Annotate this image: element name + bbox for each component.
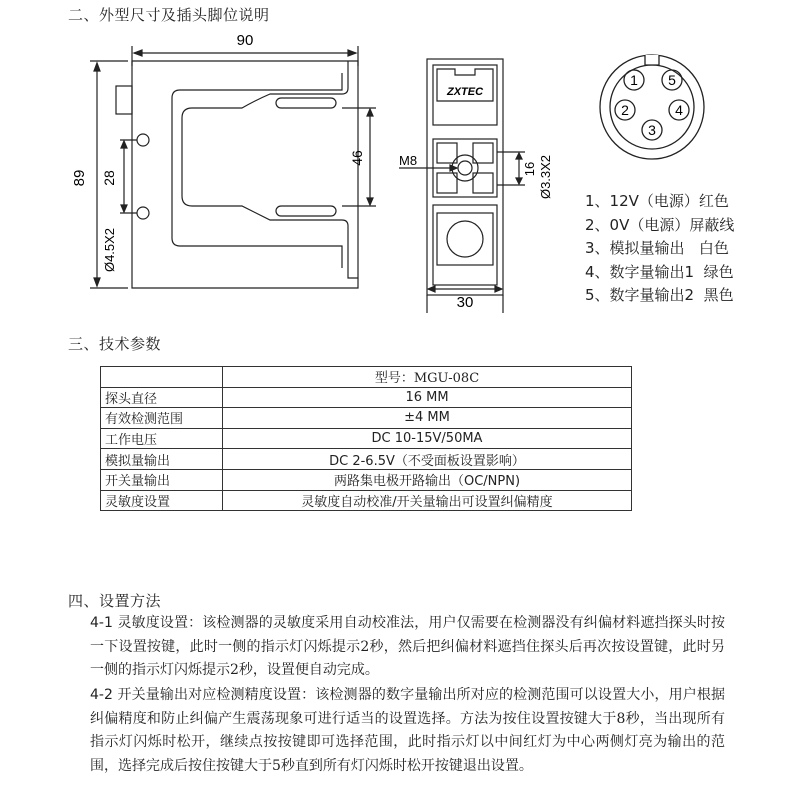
pin-3: 3 xyxy=(648,122,656,138)
dim-hole-label: Ø4.5X2 xyxy=(102,227,117,273)
setup-paragraph-precision xyxy=(90,684,725,778)
thread-label: M8 xyxy=(399,153,418,168)
section-heading-specs: 三、技术参数 xyxy=(68,335,162,353)
front-view-drawing xyxy=(395,55,565,317)
spec-key: 开关量输出 xyxy=(101,469,223,490)
spec-value: 两路集电极开路输出（OC/NPN) xyxy=(223,469,632,490)
table-row xyxy=(101,387,632,408)
table-cell xyxy=(101,367,223,388)
model-cell: 型号：MGU-08C xyxy=(223,367,632,388)
table-row xyxy=(101,490,632,511)
section-heading-setup: 四、设置方法 xyxy=(68,592,162,610)
section-heading-dimensions: 二、外型尺寸及插头脚位说明 xyxy=(68,6,270,24)
dim-height-89: 89 xyxy=(71,169,88,187)
pin-legend-1: 1、12V（电源）红色 xyxy=(585,192,729,210)
pin-5: 5 xyxy=(668,72,676,88)
table-row xyxy=(101,428,632,449)
brand-logo: ZXTEC xyxy=(446,86,484,98)
table-row xyxy=(101,408,632,429)
table-row xyxy=(101,469,632,490)
front-hole-label: Ø3.3X2 xyxy=(538,154,553,200)
spec-key: 有效检测范围 xyxy=(101,408,223,429)
side-view-drawing xyxy=(70,28,390,318)
pin-legend-4: 4、数字量输出1 绿色 xyxy=(585,262,734,281)
spec-value: 灵敏度自动校准/开关量输出可设置纠偏精度 xyxy=(223,490,632,511)
spec-key: 模拟量输出 xyxy=(101,449,223,470)
spec-value: DC 2-6.5V（不受面板设置影响） xyxy=(223,449,632,470)
spec-key: 工作电压 xyxy=(101,428,223,449)
setup-subtitle-precision: 4-2 开关量输出对应检测精度设置： xyxy=(90,687,316,703)
table-row xyxy=(101,367,632,388)
setup-text-sensitivity: 该检测器的灵敏度采用自动校准法，用户仅需要在检测器没有纠偏材料遮挡探头时按一下设置按键，此时一侧的指示灯闪烁提示2秒，然后把纠偏材料遮挡住探头后再次按设置键，此时另一侧的指示灯闪烁提示2秒，设置便自动完成。 xyxy=(90,615,725,679)
dim-width-90: 90 xyxy=(236,32,254,49)
setup-subtitle-sensitivity: 4-1 灵敏度设置： xyxy=(90,615,203,631)
pin-legend-2: 2、0V（电源）屏蔽线 xyxy=(585,215,735,234)
spec-table xyxy=(100,366,632,511)
spec-key: 探头直径 xyxy=(101,387,223,408)
spec-value: ±4 MM xyxy=(223,408,632,429)
spec-value: 16 MM xyxy=(223,387,632,408)
spec-value: DC 10-15V/50MA xyxy=(223,428,632,449)
pin-legend-5: 5、数字量输出2 黑色 xyxy=(585,286,734,304)
pin-4: 4 xyxy=(675,102,683,118)
connector-pinout-drawing xyxy=(592,42,712,172)
dim-width-30: 30 xyxy=(456,294,474,311)
spec-key: 灵敏度设置 xyxy=(101,490,223,511)
pin-legend-3: 3、模拟量输出 白色 xyxy=(585,239,729,257)
pin-legend xyxy=(585,190,734,308)
table-row xyxy=(101,449,632,470)
dim-gap-46: 46 xyxy=(349,150,365,166)
pin-2: 2 xyxy=(621,102,629,118)
dim-pitch-28: 28 xyxy=(101,170,117,186)
pin-1: 1 xyxy=(630,72,638,88)
slot-dim-16: 16 xyxy=(522,161,537,177)
setup-text-precision: 该检测器的数字量输出所对应的检测范围可以设置大小，用户根据纠偏精度和防止纠偏产生震荡现象可进行适当的设置选择。方法为按住设置按键大于8秒，当出现所有指示灯闪烁时松开，继续点按按键即可选择范围，此时指示灯以中间红灯为中心两侧灯亮为输出的范围，选择完成后按住按键大于5秒直到所有灯闪烁时松开按键退出设置。 xyxy=(90,687,725,774)
setup-paragraph-sensitivity xyxy=(90,612,725,683)
